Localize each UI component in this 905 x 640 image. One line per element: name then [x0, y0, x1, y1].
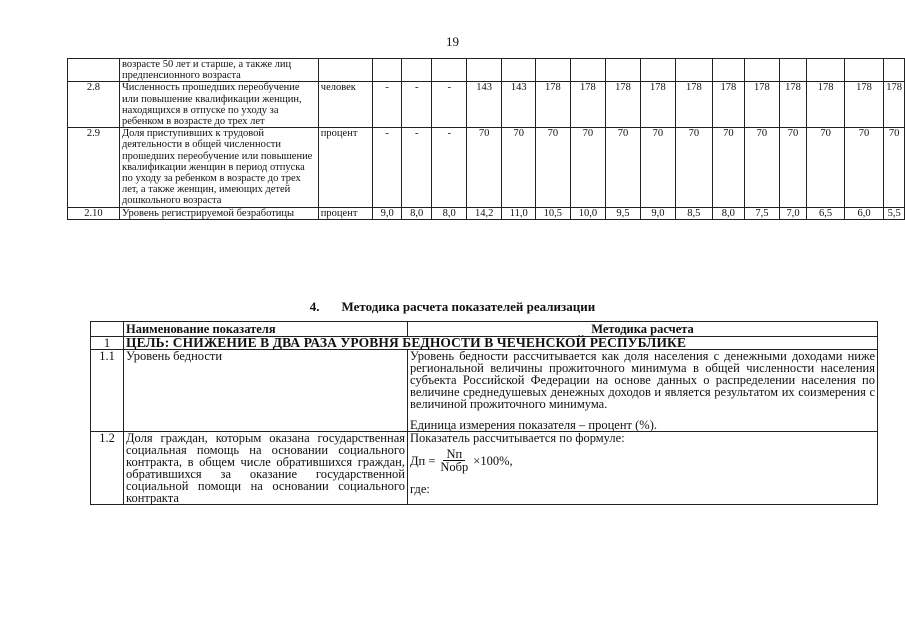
row-num — [68, 59, 120, 82]
value-cell: 7,0 — [779, 207, 807, 219]
table-row — [91, 432, 878, 505]
unit-note: Единица измерения показателя – процент (%). — [410, 418, 657, 432]
row-name: Доля приступивших к трудовой деятельности в общей численности прошедших переобучение или повышение квалификации женщин в период отпуска по уходу за ребенком в возрасте до трех лет, а также женщин, имеющих детей дошкольного возраста — [119, 128, 318, 207]
value-cell — [745, 59, 780, 82]
value-cell — [432, 59, 466, 82]
header-method: Методика расчета — [408, 322, 878, 337]
value-cell — [884, 59, 905, 82]
row-unit: человек — [318, 82, 373, 128]
value-cell: 70 — [570, 128, 606, 207]
value-cell: 178 — [712, 82, 745, 128]
value-cell — [779, 59, 807, 82]
value-cell: 178 — [884, 82, 905, 128]
section-number: 4. — [309, 299, 320, 314]
row-method — [408, 350, 878, 432]
section-heading — [0, 299, 905, 315]
row-method — [408, 432, 878, 505]
value-cell: 178 — [676, 82, 712, 128]
value-cell: 6,0 — [844, 207, 883, 219]
table-row — [68, 82, 905, 128]
goal-row — [91, 337, 878, 350]
value-cell: 143 — [466, 82, 502, 128]
header-name: Наименование показателя — [124, 322, 408, 337]
value-cell: 7,5 — [745, 207, 780, 219]
value-cell: 178 — [844, 82, 883, 128]
value-cell — [606, 59, 641, 82]
row-name: возрасте 50 лет и старше, а также лиц предпенсионного возраста — [119, 59, 318, 82]
formula-lhs: Дп = — [410, 453, 436, 468]
value-cell: 178 — [536, 82, 571, 128]
value-cell: 6,5 — [807, 207, 844, 219]
value-cell — [570, 59, 606, 82]
value-cell: 14,2 — [466, 207, 502, 219]
value-cell: 178 — [745, 82, 780, 128]
value-cell — [807, 59, 844, 82]
value-cell: 70 — [884, 128, 905, 207]
value-cell: 5,5 — [884, 207, 905, 219]
row-name: Доля граждан, которым оказана государственная социальная помощь на основании социального контракта, в общем числе обратившихся граждан, обратившихся за оказание государственной социальной помощи на основании социального контракта — [124, 432, 408, 505]
row-name: Уровень бедности — [124, 350, 408, 432]
goal-text: ЦЕЛЬ: СНИЖЕНИЕ В ДВА РАЗА УРОВНЯ БЕДНОСТИ В ЧЕЧЕНСКОЙ РЕСПУБЛИКЕ — [124, 337, 878, 350]
value-cell: - — [432, 82, 466, 128]
value-cell — [466, 59, 502, 82]
section-title: Методика расчета показателей реализации — [341, 299, 596, 314]
value-cell: 10,5 — [536, 207, 571, 219]
value-cell: 70 — [606, 128, 641, 207]
row-num: 2.10 — [68, 207, 120, 219]
value-cell: - — [432, 128, 466, 207]
value-cell: 70 — [844, 128, 883, 207]
table-row — [91, 350, 878, 432]
row-num: 1.1 — [91, 350, 124, 432]
value-cell: - — [401, 128, 432, 207]
value-cell: 9,5 — [606, 207, 641, 219]
value-cell — [676, 59, 712, 82]
value-cell: 70 — [779, 128, 807, 207]
where-text: где: — [410, 482, 430, 496]
value-cell: 70 — [712, 128, 745, 207]
value-cell: 70 — [640, 128, 675, 207]
table-row — [68, 207, 905, 219]
value-cell: 178 — [570, 82, 606, 128]
value-cell: 178 — [807, 82, 844, 128]
table-row — [68, 59, 905, 82]
row-num: 1.2 — [91, 432, 124, 505]
value-cell — [502, 59, 536, 82]
indicators-table — [67, 58, 905, 220]
value-cell: 178 — [640, 82, 675, 128]
row-name: Уровень регистрируемой безработицы — [119, 207, 318, 219]
table-row — [68, 128, 905, 207]
row-name: Численность прошедших переобучение или повышение квалификации женщин, находящихся в отпуске по уходу за ребенком в возрасте до трех лет — [119, 82, 318, 128]
value-cell: 178 — [779, 82, 807, 128]
row-unit: процент — [318, 128, 373, 207]
method-text: Уровень бедности рассчитывается как доля населения с денежными доходами ниже региональной величины прожиточного минимума в общей численности населения субъекта Российской Федерации на основе данных о распределении населения по величине среднедушевых денежных доходов и является результатом их соизмерения с величиной прожиточного минимума. — [410, 349, 875, 411]
formula-denominator: Nобр — [440, 460, 469, 474]
value-cell — [536, 59, 571, 82]
value-cell — [844, 59, 883, 82]
formula-rhs: ×100%, — [473, 453, 513, 468]
method-intro: Показатель рассчитывается по формуле: — [410, 431, 625, 445]
row-unit: процент — [318, 207, 373, 219]
value-cell — [401, 59, 432, 82]
value-cell: 9,0 — [373, 207, 402, 219]
value-cell: 178 — [606, 82, 641, 128]
formula — [410, 448, 875, 473]
methodology-table — [90, 321, 878, 505]
value-cell: 70 — [676, 128, 712, 207]
value-cell: 11,0 — [502, 207, 536, 219]
header-num-cell — [91, 322, 124, 337]
value-cell — [373, 59, 402, 82]
value-cell: 8,0 — [401, 207, 432, 219]
value-cell: 10,0 — [570, 207, 606, 219]
row-num: 2.9 — [68, 128, 120, 207]
formula-fraction — [437, 448, 471, 473]
value-cell — [712, 59, 745, 82]
value-cell: 70 — [807, 128, 844, 207]
value-cell: 8,0 — [432, 207, 466, 219]
value-cell: 8,0 — [712, 207, 745, 219]
value-cell: 9,0 — [640, 207, 675, 219]
value-cell: - — [373, 128, 402, 207]
value-cell: 70 — [745, 128, 780, 207]
value-cell: 143 — [502, 82, 536, 128]
value-cell: 70 — [536, 128, 571, 207]
value-cell: - — [373, 82, 402, 128]
formula-numerator: Nп — [443, 448, 465, 461]
value-cell: 8,5 — [676, 207, 712, 219]
row-num: 2.8 — [68, 82, 120, 128]
value-cell — [640, 59, 675, 82]
value-cell: - — [401, 82, 432, 128]
value-cell: 70 — [466, 128, 502, 207]
goal-num: 1 — [91, 337, 124, 350]
page-number: 19 — [446, 34, 459, 49]
row-unit — [318, 59, 373, 82]
value-cell: 70 — [502, 128, 536, 207]
